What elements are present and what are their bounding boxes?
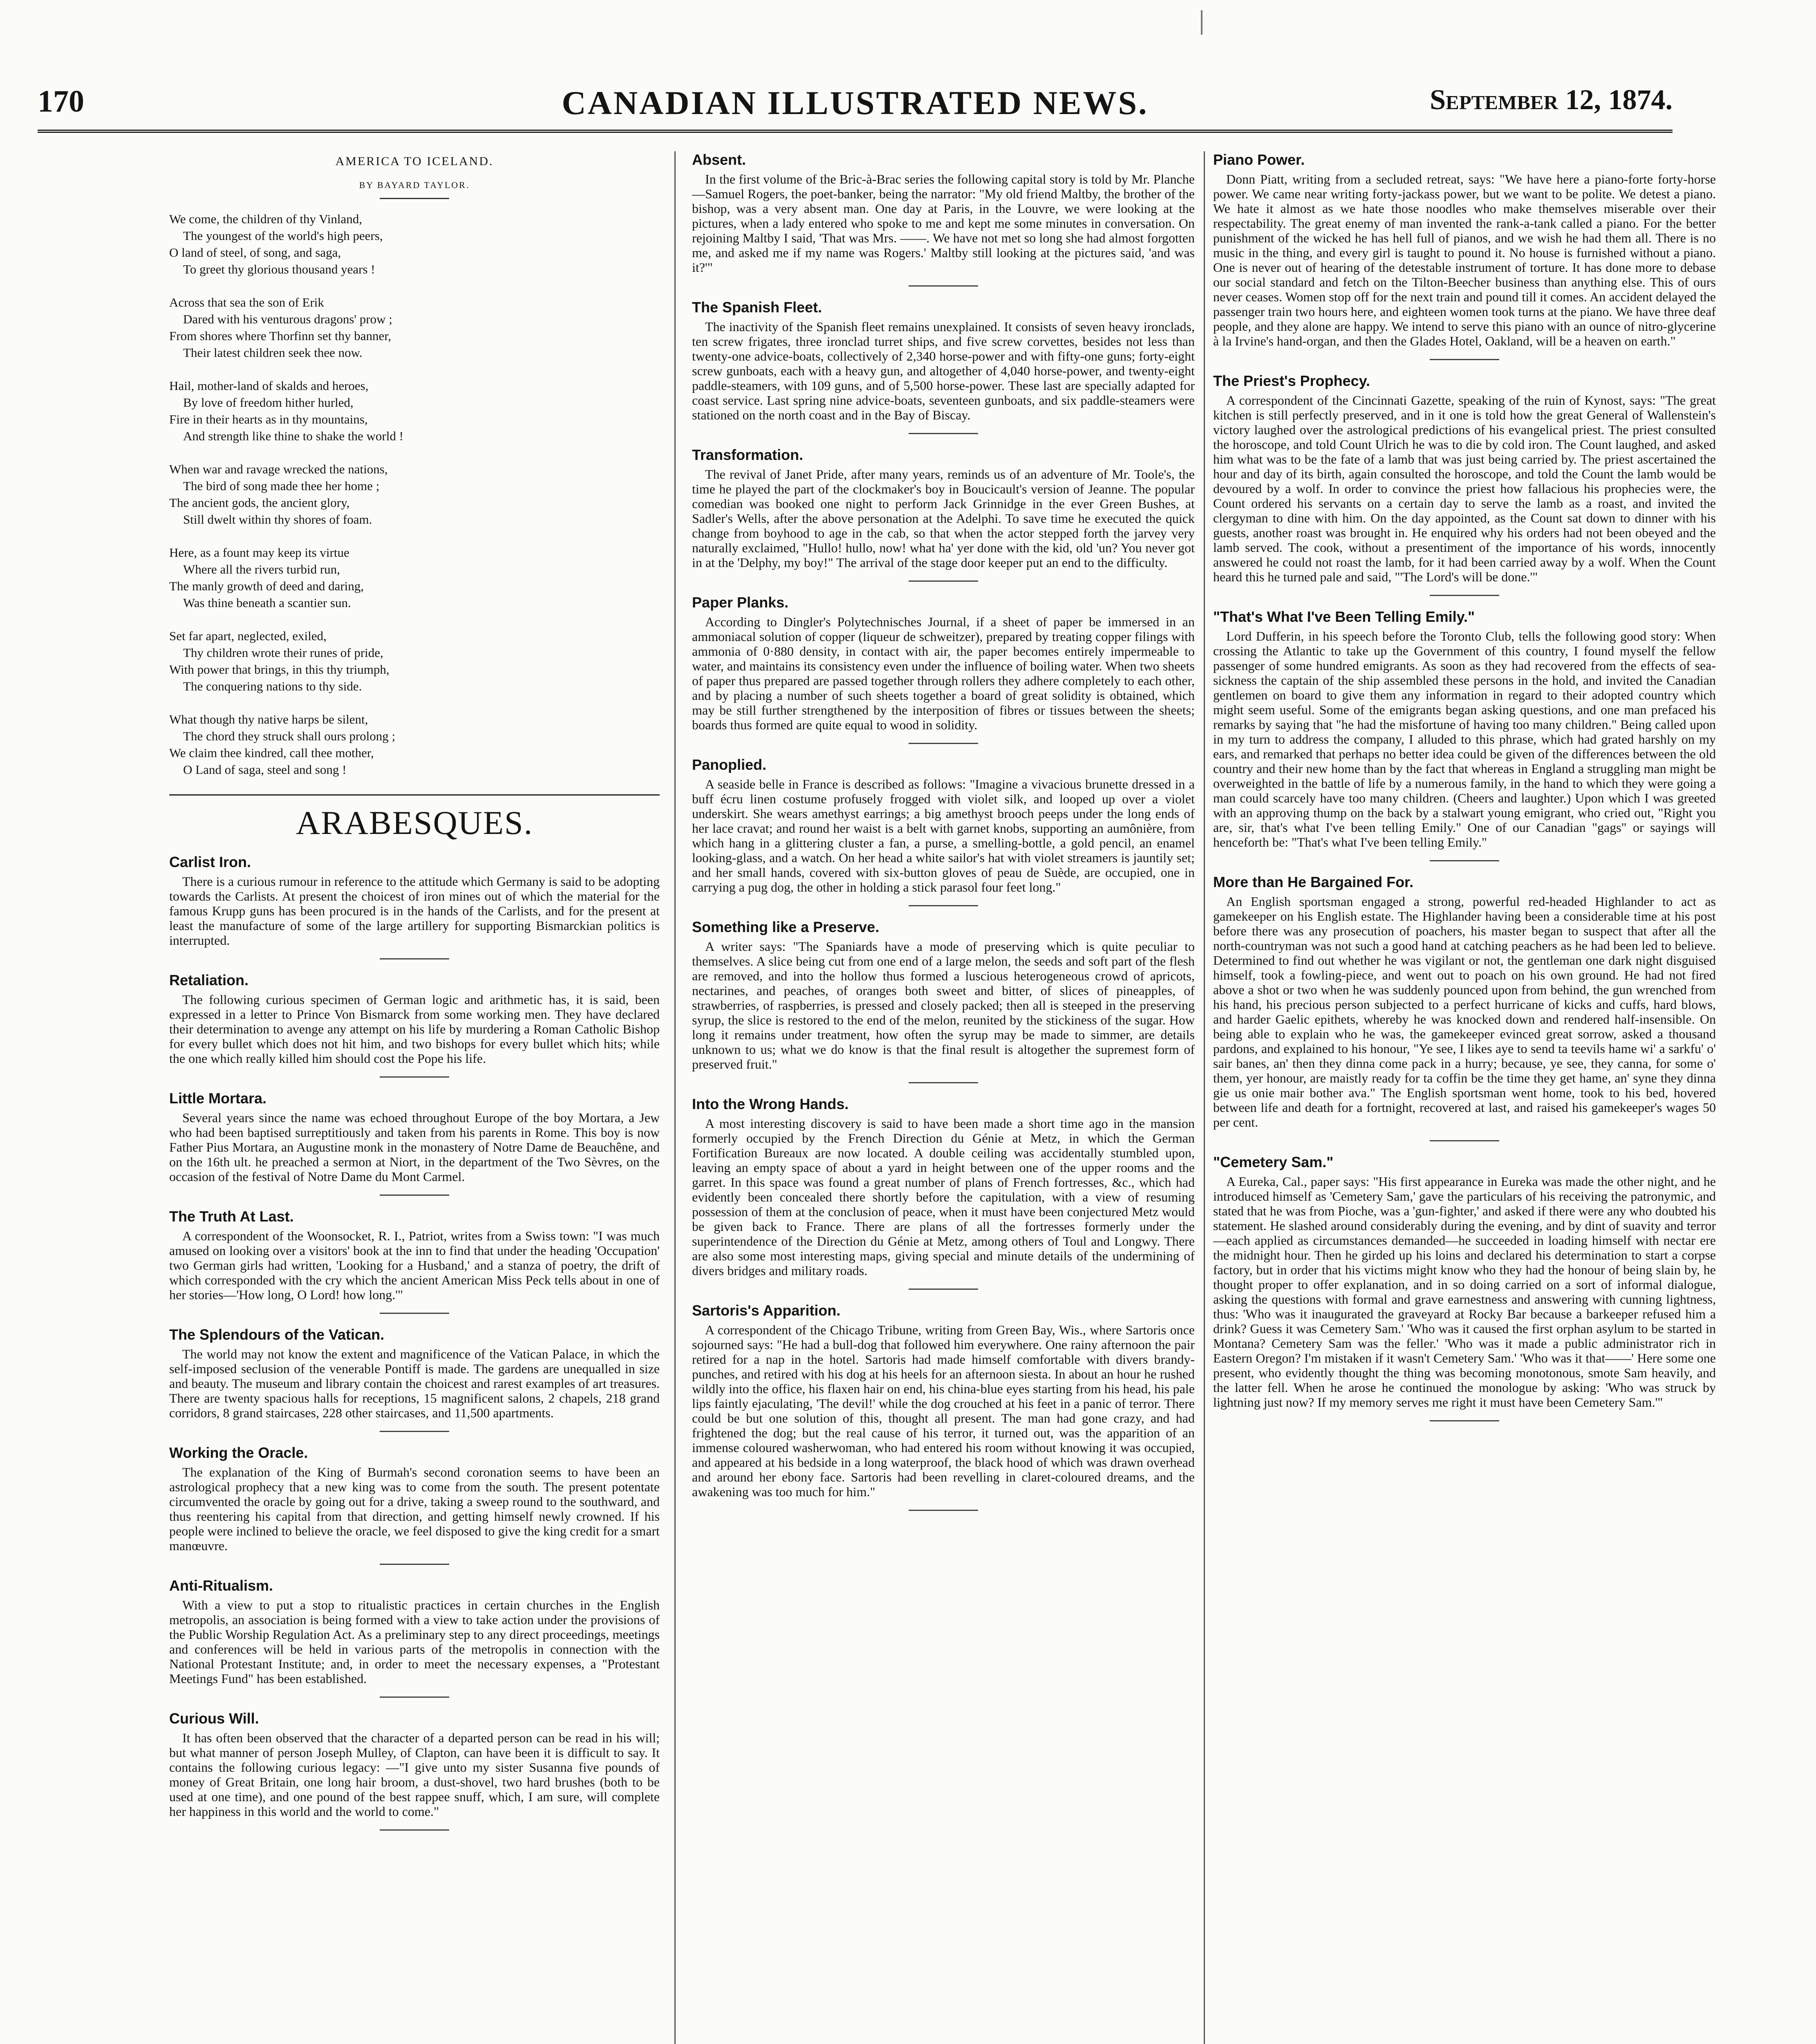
article-body: Several years since the name was echoed throughout Europe of the boy Mortara, a Jew who had been baptised surreptitiously and taken from his parents in Rome. This boy is now Father Pius Mortara, an Augustine monk in the monastery of Notre Dame de Beauchêne, and on the 16th ult. he preached a sermon at Niort, in the department of the Two Sèvres, on the occasion of the festival of Notre Dame du Mont Carmel. bbox=[169, 1110, 660, 1184]
poem-line: The youngest of the world's high peers, bbox=[183, 229, 383, 243]
poem-stanza bbox=[169, 711, 660, 778]
article-body: With a view to put a stop to ritualistic practices in certain churches in the English metropolis, an association is being formed with a view to take action under the provisions of the Public Worship Regulation Act. As a preliminary step to any direct proceedings, meetings and conferences will be held in various parts of the metropolis in connection with the National Protestant Institute; and, in order to meet the necessary expenses, a "Protestant Meetings Fund" has been established. bbox=[169, 1598, 660, 1686]
divider bbox=[380, 1431, 449, 1432]
divider bbox=[380, 1195, 449, 1196]
article bbox=[169, 1710, 660, 1831]
divider bbox=[909, 1289, 978, 1290]
article-title: Paper Planks. bbox=[692, 594, 789, 611]
issue-date: September 12, 1874. bbox=[1430, 84, 1673, 116]
article-title: Retaliation. bbox=[169, 972, 249, 988]
divider bbox=[909, 285, 978, 287]
poem-line: Here, as a fount may keep its virtue bbox=[169, 545, 349, 560]
poem-line: Hail, mother-land of skalds and heroes, bbox=[169, 379, 369, 393]
article-title: "Cemetery Sam." bbox=[1213, 1154, 1334, 1170]
article-title: Curious Will. bbox=[169, 1710, 259, 1727]
divider bbox=[380, 1564, 449, 1565]
article-list bbox=[1213, 151, 1716, 1421]
poem-line: To greet thy glorious thousand years ! bbox=[183, 262, 375, 276]
article-title: Absent. bbox=[692, 151, 746, 168]
article-title: Sartoris's Apparition. bbox=[692, 1302, 841, 1319]
article-body: The revival of Janet Pride, after many years, reminds us of an adventure of Mr. Toole's, the time he played the part of the clockmaker's boy in Boucicault's version of Jeanne. The popular comedian was booked one night to perform Jack Grinnidge in the ever Green Bushes, at Sadler's Wells, after the above personation at the Adelphi. To save time he executed the quick change from boyhood to age in the cab, so that when the actor stepped forth the jarvey very naturally exclaimed, "Hullo! hullo, now! what ha' yer done with the kid, old 'un? You never got in at the 'Delphy, my boy!" The arrival of the stage door keeper put an end to the difficulty. bbox=[692, 467, 1195, 570]
article-title: Anti-Ritualism. bbox=[169, 1577, 273, 1594]
poem-title: AMERICA TO ICELAND. bbox=[335, 155, 494, 168]
poem-line: O land of steel, of song, and saga, bbox=[169, 245, 341, 260]
poem-line: Still dwelt within thy shores of foam. bbox=[183, 512, 372, 527]
poem-line: We claim thee kindred, call thee mother, bbox=[169, 746, 374, 760]
poem-line: Their latest children seek thee now. bbox=[183, 345, 363, 360]
newspaper-title: CANADIAN ILLUSTRATED NEWS. bbox=[562, 84, 1149, 121]
poem-line: The ancient gods, the ancient glory, bbox=[169, 495, 350, 510]
divider bbox=[909, 580, 978, 582]
poem-line: Dared with his venturous dragons' prow ; bbox=[183, 312, 392, 326]
article bbox=[692, 1302, 1195, 1511]
article-title: More than He Bargained For. bbox=[1213, 874, 1414, 890]
article-title: Little Mortara. bbox=[169, 1090, 267, 1107]
poem-stanza bbox=[169, 544, 660, 611]
article-body: A Eureka, Cal., paper says: "His first appearance in Eureka was made the other night, and he introduced himself as 'Cemetery Sam,' gave the particulars of his receiving the patronymic, and stated that he was from Pioche, was a 'gun-fighter,' and asked if there were any who doubted his statement. He slashed around considerably during the evening, and by dint of suavity and terror—each applied as circumstances demanded—he succeeded in loading himself with nectar ere the midnight hour. Then he girded up his loins and declared his determination to start a corpse factory, but in order that his victims might know who they had the honour of being slain by, he thought proper to offer explanation, and in so doing carried on a sort of informal dialogue, asking the questions with formal and grave earnestness and answering with cunning lightness, thus: 'Who was it inaugurated the graveyard at Rocky Bar because a barkeeper refused him a drink? Guess it was Cemetery Sam.' 'Who was it caused the first orphan asylum to be started in Montana? Cemetery Sam was the feller.' 'Who was it made a public administrator rich in Eastern Oregon? I'm mistaken if it wasn't Cemetery Sam.' 'Who was it that——' Here some one present, who evidently thought the thing was becoming monotonous, smote Sam heavily, and the latter fell. When he arose he continued the monologue by asking: 'Who was struck by lightning just now? If my memory serves me right it must have been Cemetery Sam.'" bbox=[1213, 1174, 1716, 1410]
article-title: Panoplied. bbox=[692, 756, 767, 773]
divider bbox=[380, 958, 449, 959]
article-title: The Truth At Last. bbox=[169, 1208, 294, 1225]
divider bbox=[1430, 595, 1499, 596]
divider bbox=[909, 743, 978, 744]
article-title: Carlist Iron. bbox=[169, 854, 251, 870]
divider bbox=[1430, 1140, 1499, 1141]
poem-line: O Land of saga, steel and song ! bbox=[183, 762, 347, 777]
poem-line: What though thy native harps be silent, bbox=[169, 712, 368, 726]
article bbox=[692, 594, 1195, 744]
article-body: An English sportsman engaged a strong, powerful red-headed Highlander to act as gamekeeper on his English estate. The Highlander having been a considerable time at his post before there was any prosecution of poachers, his master began to suspect that after all the north-countryman was not such a good hand at catching peachers as he had been led to believe. Determined to find out whether he was vigilant or not, the gentleman one dark night disguised himself, took a fowling-piece, and went out to poach on his own ground. He had not fired above a shot or two when he was suddenly pounced upon from behind, the gun wrenched from his hand, his precious person subjected to a perfect hurricane of kicks and cuffs, hard blows, and harder Gaelic epithets, whereby he was knocked down and rendered half-insensible. On being able to explain who he was, the gamekeeper evinced great sorrow, asked a thousand pardons, and explained to his honour, "Ye see, I likes aye to send ta teevils hame wi' a sarkfu' o' sair banes, an' then they dinna come pack in a hurry; because, ye see, they canna, for some o' them, yer honour, are maistly ready for ta coffin be the time they get hame, an' syne they dinna gie us onie mair bother ava." The English sportsman went home, took to his bed, hovered between life and death for a fortnight, recovered at last, and raised his gamekeeper's wages 50 per cent. bbox=[1213, 894, 1716, 1130]
poem-stanza bbox=[169, 377, 660, 444]
poem-line: Thy children wrote their runes of pride, bbox=[183, 645, 383, 660]
article-body: A correspondent of the Cincinnati Gazette, speaking of the ruin of Kynost, says: "The great kitchen is still perfectly preserved, and in it one is told how the great General of Wallenstein's victory laughed over the astrological predictions of his evangelical priest. The priest consulted the horoscope, and told Count Ulrich he was to die by cold iron. The Count laughed, and asked him what was to be the fate of a lamb that was just being carried by. The priest ascertained the hour and day of its birth, again consulted the horoscope, and told the Count the lamb would be devoured by a wolf. In order to convince the priest how fallacious his prophecies were, the Count ordered his servants on a certain day to serve the lamb as a roast, and invited the clergyman to dine with him. On the day appointed, as the Count sat down to dinner with his guests, another roast was brought in. He enquired why his orders had not been obeyed and the lamb served. The cook, without a presentiment of the importance of his words, innocently answered he could not roast the lamb, for it had been carried away by a wolf. When the Count heard this he turned pale and said, "'The Lord's will be done.'" bbox=[1213, 393, 1716, 584]
poem-line: With power that brings, in this thy triumph, bbox=[169, 662, 390, 677]
poem-line: The manly growth of deed and daring, bbox=[169, 579, 364, 593]
poem bbox=[169, 155, 660, 778]
article-title: "That's What I've Been Telling Emily." bbox=[1213, 608, 1475, 625]
article-list bbox=[169, 854, 660, 1831]
poem-line: The chord they struck shall ours prolong ; bbox=[183, 729, 396, 743]
article-body: A correspondent of the Chicago Tribune, writing from Green Bay, Wis., where Sartoris once sojourned says: "He had a bull-dog that followed him everywhere. One rainy afternoon the pair retired for a nap in the hotel. Sartoris had made himself comfortable with divers brandy-punches, and retired with his dog at his heels for an afternoon siesta. In about an hour he rushed wildly into the office, his flaxen hair on end, his china-blue eyes starting from his head, his pale lips faintly ejaculating, 'The devil!' while the dog crouched at his feet in a panic of terror. There could be but one solution of this, thought all present. The man had gone crazy, and had frightened the dog; but the real cause of his terror, it turned out, was the apparition of an immense coloured washerwoman, who had entered his room without knowing it was occupied, and appeared at his bedside in a long waterproof, the black hood of which was drawn overhead and around her ebony face. Sartoris had been revelling in claret-coloured dreams, and the awakening was too much for him." bbox=[692, 1322, 1195, 1499]
article-body: In the first volume of the Bric-à-Brac series the following capital story is told by Mr. Planche—Samuel Rogers, the poet-banker, being the narrator: "My old friend Maltby, the brother of the bishop, was a very absent man. One day at Paris, in the Louvre, we were looking at the pictures, when a lady entered who spoke to me and kept me some minutes in conversation. On rejoining Maltby I said, 'That was Mrs. ——. We have not met so long she had almost forgotten me, and asked me if my name was Rogers.' Maltby still looking at the pictures said, 'and was it?'" bbox=[692, 172, 1195, 275]
article-body: Lord Dufferin, in his speech before the Toronto Club, tells the following good story: When crossing the Atlantic to take up the Government of this country, I found myself the fellow passenger of some hundred emigrants. As soon as they had recovered from the effects of sea-sickness the captain of the ship assembled these persons in the hold, and invited the Canadian gentlemen on board to give them any information in regard to their adopted country which might seem useful. Some of the emigrants began asking questions, and one man prefaced his remarks by saying that "he had the misfortune of having too many children." Being called upon in my turn to address the company, I alluded to this phrase, which had grated harshly on my ears, and remarked that perhaps no better idea could be given of the differences between the old country and their new home than by the fact that whereas in England a struggling man might be overweighted in the battle of life by a numerous family, in the hand to which they were going a man could scarcely have too many children. (Cheers and laughter.) Upon which I was greeted with an approving thump on the back by a stalwart young emigrant, who cried out, "Right you are, sir, that's what I've been telling Emily." One of our Canadian "gags" or sayings will henceforth be: "That's what I've been telling Emily." bbox=[1213, 629, 1716, 849]
poem-stanzas bbox=[169, 211, 660, 778]
article bbox=[692, 299, 1195, 434]
poem-line: From shores where Thorfinn set thy banner, bbox=[169, 329, 392, 343]
article bbox=[1213, 608, 1716, 861]
article bbox=[692, 919, 1195, 1083]
divider bbox=[909, 433, 978, 434]
article bbox=[169, 1326, 660, 1432]
article-list bbox=[692, 151, 1195, 1511]
article bbox=[692, 446, 1195, 582]
divider bbox=[380, 1697, 449, 1698]
article-title: The Priest's Prophecy. bbox=[1213, 372, 1370, 389]
column-divider bbox=[1204, 151, 1205, 2044]
article-title: The Splendours of the Vatican. bbox=[169, 1326, 385, 1343]
article bbox=[692, 1096, 1195, 1290]
article bbox=[169, 972, 660, 1078]
divider bbox=[1430, 860, 1499, 861]
divider bbox=[909, 905, 978, 906]
article bbox=[169, 1090, 660, 1196]
article bbox=[1213, 874, 1716, 1141]
divider bbox=[909, 1510, 978, 1511]
article-body: The explanation of the King of Burmah's second coronation seems to have been an astrological prophecy that a new king was to come from the south. The present potentate circumvented the oracle by going out for a drive, taking a sweep round to the southward, and thus reentering his capital from that direction, and getting himself newly crowned. If his people were inclined to believe the oracle, we feel disposed to give the king credit for a smart manœuvre. bbox=[169, 1465, 660, 1553]
column-1 bbox=[169, 151, 660, 2044]
article-body: According to Dingler's Polytechnisches Journal, if a sheet of paper be immersed in an ammoniacal solution of copper (liqueur de schweitzer), prepared by treating copper filings with ammonia of 0·880 density, in contact with air, the paper becomes entirely impermeable to water, and maintains its consistency even under the influence of boiling water. When two sheets of paper thus prepared are passed together through rollers they adhere completely to each other, and by placing a number of such sheets together a board of great solidity is obtained, which may be still further strengthened by the interposition of fibres or tissues between the sheets; boards thus formed are quite equal to wood in solidity. bbox=[692, 614, 1195, 732]
article bbox=[1213, 1154, 1716, 1421]
poem-line: We come, the children of thy Vinland, bbox=[169, 212, 362, 226]
masthead bbox=[38, 84, 1673, 145]
article bbox=[692, 756, 1195, 906]
article bbox=[1213, 151, 1716, 360]
article bbox=[169, 1208, 660, 1314]
divider bbox=[380, 1829, 449, 1831]
article-body: There is a curious rumour in reference to the attitude which Germany is said to be adopting towards the Carlists. At present the choicest of iron mines out of which the material for the famous Krupp guns has been procured is in the hands of the Carlists, and for the present at least the manufacture of some of the large artillery for supporting Bismarckian politics is interrupted. bbox=[169, 874, 660, 948]
article bbox=[1213, 372, 1716, 596]
poem-stanza bbox=[169, 211, 660, 278]
print-mark bbox=[1201, 10, 1202, 35]
masthead-rule bbox=[38, 130, 1673, 133]
poem-line: When war and ravage wrecked the nations, bbox=[169, 462, 388, 476]
article-body: A most interesting discovery is said to have been made a short time ago in the mansion formerly occupied by the French Direction du Génie at Metz, in which the German Fortification Bureaux are now located. A double ceiling was accidentally stumbled upon, leaving an empty space of about a yard in height between one of the upper rooms and the garret. In this space was found a great number of plans of French fortresses, &c., which had evidently been concealed there shortly before the capitulation, with a view of resuming possession of them at the conclusion of peace, when it must have been conjectured Metz would be given back to France. There are plans of all the fortresses formerly under the superintendence of the Direction du Génie at Metz, among others of Toul and Longwy. There are also some most interesting maps, giving special and minute details of the undermining of divers bridges and military roads. bbox=[692, 1116, 1195, 1278]
divider bbox=[380, 198, 449, 199]
article-title: Piano Power. bbox=[1213, 151, 1305, 168]
poem-line: The conquering nations to thy side. bbox=[183, 679, 362, 693]
divider bbox=[380, 1076, 449, 1078]
article-title: The Spanish Fleet. bbox=[692, 299, 822, 316]
article-body: It has often been observed that the character of a departed person can be read in his will; but what manner of person Joseph Mulley, of Clapton, can have been it is difficult to say. It contains the following curious legacy: —"I give unto my sister Susanna five pounds of money of Great Britain, one long hair broom, a dust-shovel, two hard brushes (both to be used at one time), and one pound of the best rappee snuff, which, I am sure, will complete her happiness in this world and the world to come." bbox=[169, 1730, 660, 1819]
poem-line: The bird of song made thee her home ; bbox=[183, 479, 380, 493]
divider bbox=[1430, 1420, 1499, 1421]
poem-line: Fire in their hearts as in thy mountains, bbox=[169, 412, 368, 426]
article-body: A seaside belle in France is described as follows: "Imagine a vivacious brunette dressed in a buff écru linen costume profusely frogged with violet silk, and looped up over a violet underskirt. She wears amethyst earrings; a big amethyst brooch peeps under the long ends of her lace cravat; and round her waist is a belt with garnet knobs, supporting an aumônière, from which hang in a glittering cluster a fan, a purse, a smelling-bottle, a gold pencil, an enamel looking-glass, and a watch. On her head a white sailor's hat with violet streamers is jauntily set; and her small hands, covered with six-button gloves of peau de Suède, are occupied, one in carrying a pug dog, the other in holding a stick parasol four feet long." bbox=[692, 777, 1195, 894]
article bbox=[169, 1444, 660, 1565]
column-3 bbox=[1213, 151, 1716, 2044]
article-body: The world may not know the extent and magnificence of the Vatican Palace, in which the self-imposed seclusion of the venerable Pontiff is made. The gardens are unequalled in size and beauty. The museum and library contain the choicest and rarest examples of art treasures. There are twenty spacious halls for receptions, 15 magnificent salons, 2 chapels, 218 grand corridors, 8 grand staircases, 228 other staircases, and 11,500 apartments. bbox=[169, 1347, 660, 1420]
article-body: A writer says: "The Spaniards have a mode of preserving which is quite peculiar to themselves. A slice being cut from one end of a large melon, the seeds and soft part of the flesh are removed, and into the hollow thus formed a luscious heterogeneous crowd of apricots, nectarines, and peaches, of oranges both sweet and bitter, of slices of pineapples, of strawberries, of raspberries, is pressed and closely packed; then all is steeped in the preserving syrup, the slice is restored to the end of the melon, reunited by the stickiness of the sugar. How long it remains under treatment, how often the syrup may be made to simmer, are details unknown to us; what we do know is that the final result is altogether the supremest form of preserved fruit." bbox=[692, 939, 1195, 1071]
article bbox=[692, 151, 1195, 287]
poem-line: Was thine beneath a scantier sun. bbox=[183, 596, 351, 610]
poem-byline: BY BAYARD TAYLOR. bbox=[359, 180, 470, 190]
poem-line: Set far apart, neglected, exiled, bbox=[169, 629, 327, 643]
poem-line: Where all the rivers turbid run, bbox=[183, 562, 340, 576]
article-body: The inactivity of the Spanish fleet remains unexplained. It consists of seven heavy ironclads, ten screw frigates, three ironclad turret ships, and five screw corvettes, besides not less than twenty-one advice-boats, collectively of 2,340 horse-power and with fifty-one guns; forty-eight screw gunboats, each with a heavy gun, and altogether of 4,040 horse-power, and twenty-eight paddle-steamers, with 109 guns, and of 5,500 horse-power. These last are specially adapted for coast service. Last spring nine advice-boats, seventeen gunboats, and six paddle-steamers were stationed on the north coast and in the Bay of Biscay. bbox=[692, 319, 1195, 422]
article-body: The following curious specimen of German logic and arithmetic has, it is said, been expressed in a letter to Prince Von Bismarck from some working men. They have declared their determination to avenge any attempt on his life by murdering a Roman Catholic Bishop for every bullet which does not hit him, and two bishops for every bullet which hits; while the one which really killed him should cost the Pope his life. bbox=[169, 992, 660, 1066]
article-body: A correspondent of the Woonsocket, R. I., Patriot, writes from a Swiss town: "I was much amused on looking over a visitors' book at the inn to find that under the heading 'Occupation' two German girls had written, 'Looking for a Husband,' and a stanza of poetry, the drift of which corresponded with the cry which the ancient American Miss Peck tells about in one of her stories—'How long, O Lord! how long.'" bbox=[169, 1228, 660, 1302]
poem-line: By love of freedom hither hurled, bbox=[183, 395, 354, 410]
article bbox=[169, 854, 660, 959]
page-number: 170 bbox=[38, 84, 84, 119]
poem-stanza bbox=[169, 628, 660, 695]
poem-line: And strength like thine to shake the world ! bbox=[183, 429, 403, 443]
column-2 bbox=[692, 151, 1195, 2044]
divider bbox=[380, 1313, 449, 1314]
article-title: Into the Wrong Hands. bbox=[692, 1096, 849, 1112]
poem-stanza bbox=[169, 294, 660, 361]
article-body: Donn Piatt, writing from a secluded retreat, says: "We have here a piano-forte forty-horse power. We came near writing forty-jackass power, but we want to be polite. We detest a piano. We hate it almost as we hate those noodles who make themselves miserable over their respectability. The great enemy of man invented the rank-a-tank called a piano. For the better punishment of the wicked he has hell full of pianos, and we wish he had them all. There is no music in the thing, and every girl is taught to pound it. No house is furnished without a piano. One is never out of hearing of the detestable instrument of torture. It has done more to debase our social standard and fetch on the Tilton-Beecher business than anything else. This of ours never ceases. Women stop off for the next train and pound till it comes. An accident delayed the passenger train two hours here, and eighteen women took turns at the piano. We have three deaf people, and they alone are happy. We intend to serve this piano with an ounce of nitro-glycerine à la Irvine's hand-organ, and then the Glades Hotel, Oakland, will be a heaven on earth." bbox=[1213, 172, 1716, 348]
article-title: Working the Oracle. bbox=[169, 1444, 308, 1461]
article-title: Transformation. bbox=[692, 446, 804, 463]
article bbox=[169, 1577, 660, 1698]
divider bbox=[909, 1082, 978, 1083]
section-title: ARABESQUES. bbox=[169, 794, 660, 842]
poem-stanza bbox=[169, 461, 660, 528]
divider bbox=[1430, 359, 1499, 360]
poem-line: Across that sea the son of Erik bbox=[169, 295, 324, 309]
column-divider bbox=[674, 151, 676, 2044]
article-title: Something like a Preserve. bbox=[692, 919, 880, 935]
